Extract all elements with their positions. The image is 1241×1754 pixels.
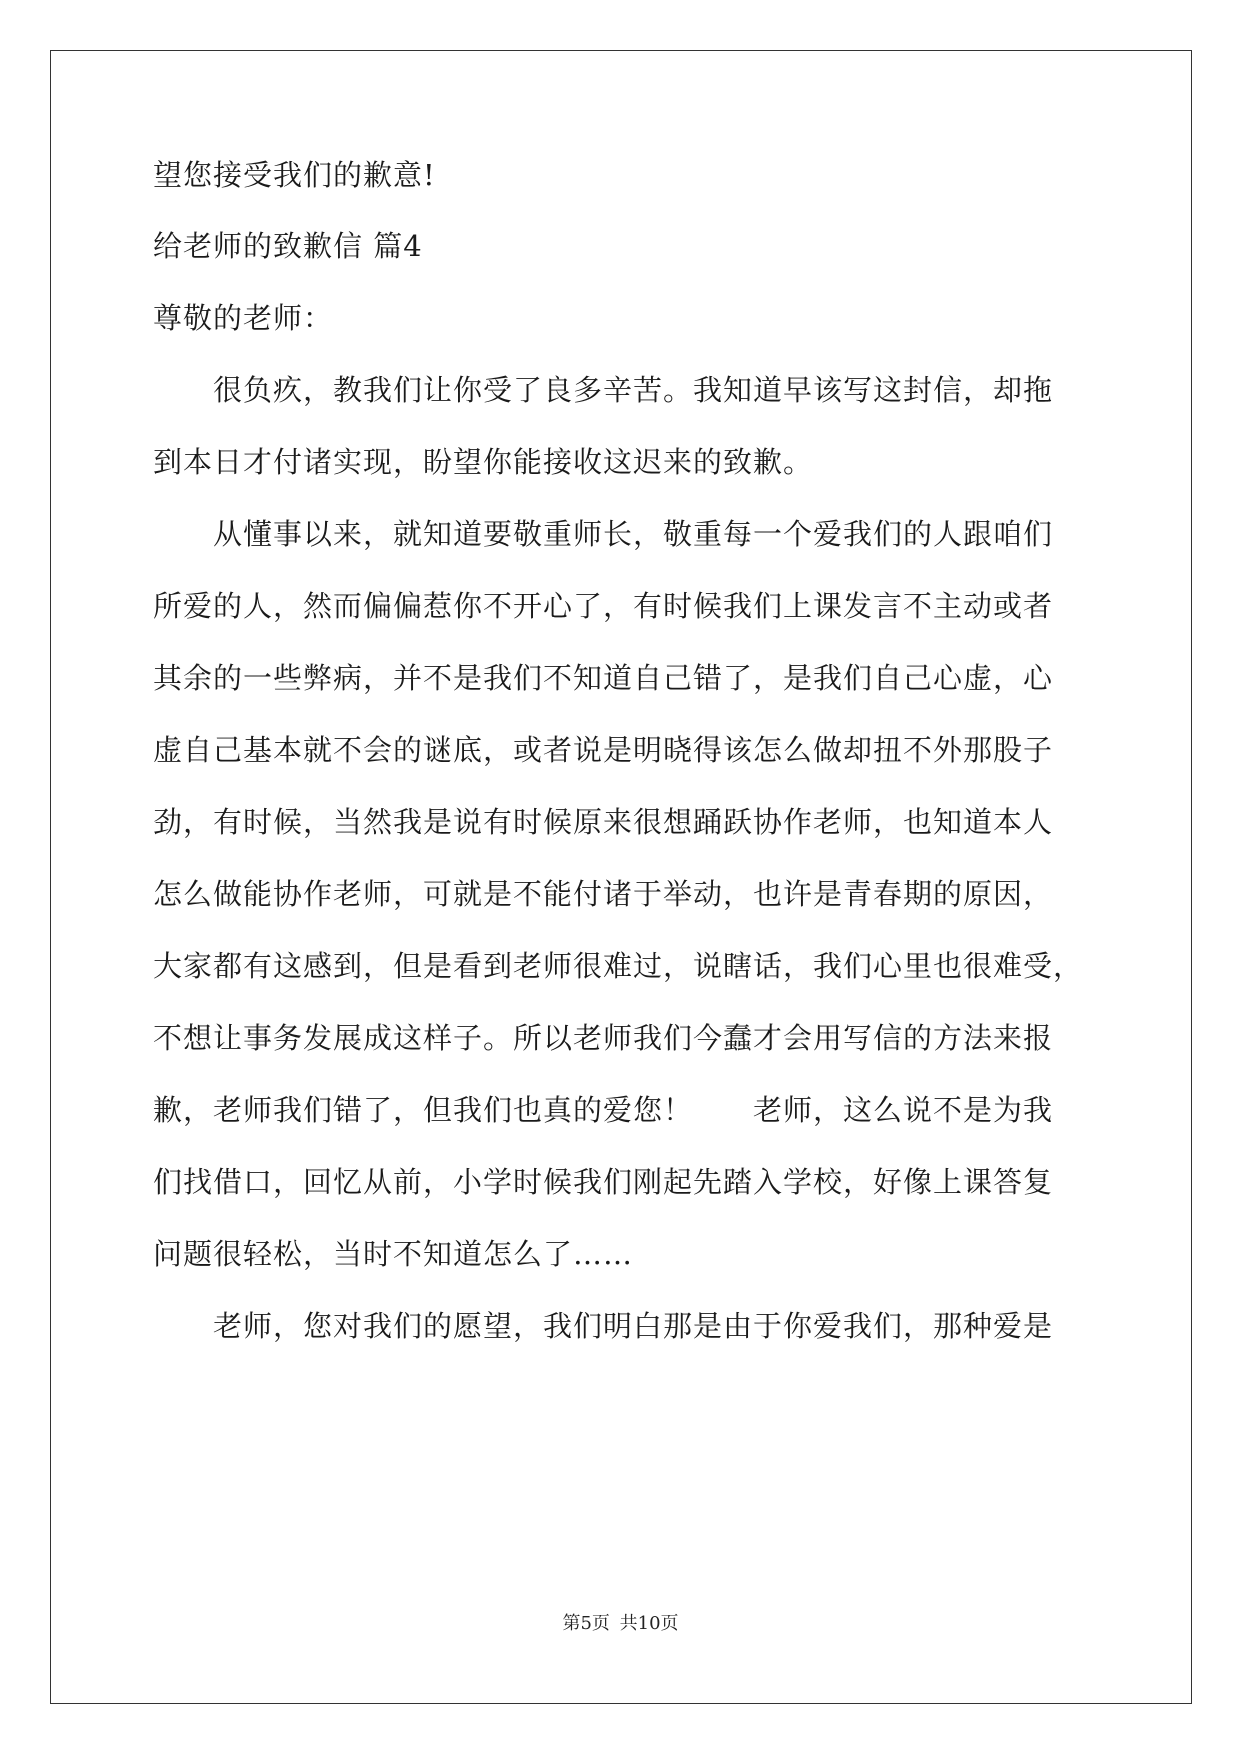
page-footer — [0, 1612, 1241, 1636]
section-heading: 给老师的致歉信 篇4 — [153, 229, 423, 263]
text-line: 望您接受我们的歉意! — [153, 158, 436, 192]
text-line: 怎么做能协作老师，可就是不能付诸于举动，也许是青春期的原因， — [153, 877, 1054, 911]
text-line: 所爱的人，然而偏偏惹你不开心了，有时候我们上课发言不主动或者 — [153, 589, 1054, 623]
text-line: 大家都有这感到，但是看到老师很难过，说瞎话，我们心里也很难受， — [153, 949, 1084, 983]
text-line: 其余的一些弊病，并不是我们不知道自己错了，是我们自己心虚，心 — [153, 661, 1054, 695]
page-number: 第5页 — [562, 1613, 610, 1634]
salutation: 尊敬的老师： — [153, 301, 334, 335]
text-line: 很负疚，教我们让你受了良多辛苦。我知道早该写这封信，却拖 — [153, 373, 1054, 407]
text-line: 歉，老师我们错了，但我们也真的爱您！ 老师，这么说不是为我 — [153, 1093, 1054, 1127]
text-line: 问题很轻松，当时不知道怎么了…… — [153, 1237, 634, 1271]
text-line: 老师，您对我们的愿望，我们明白那是由于你爱我们，那种爱是 — [153, 1309, 1054, 1343]
text-line: 劲，有时候，当然我是说有时候原来很想踊跃协作老师，也知道本人 — [153, 805, 1054, 839]
text-line: 虚自己基本就不会的谜底，或者说是明晓得该怎么做却扭不外那股子 — [153, 733, 1054, 767]
text-line: 不想让事务发展成这样子。所以老师我们今蠢才会用写信的方法来报 — [153, 1021, 1054, 1055]
page-total: 共10页 — [619, 1613, 679, 1634]
text-line: 从懂事以来，就知道要敬重师长，敬重每一个爱我们的人跟咱们 — [153, 517, 1054, 551]
text-line: 到本日才付诸实现，盼望你能接收这迟来的致歉。 — [153, 445, 814, 479]
text-line: 们找借口，回忆从前，小学时候我们刚起先踏入学校，好像上课答复 — [153, 1165, 1054, 1199]
